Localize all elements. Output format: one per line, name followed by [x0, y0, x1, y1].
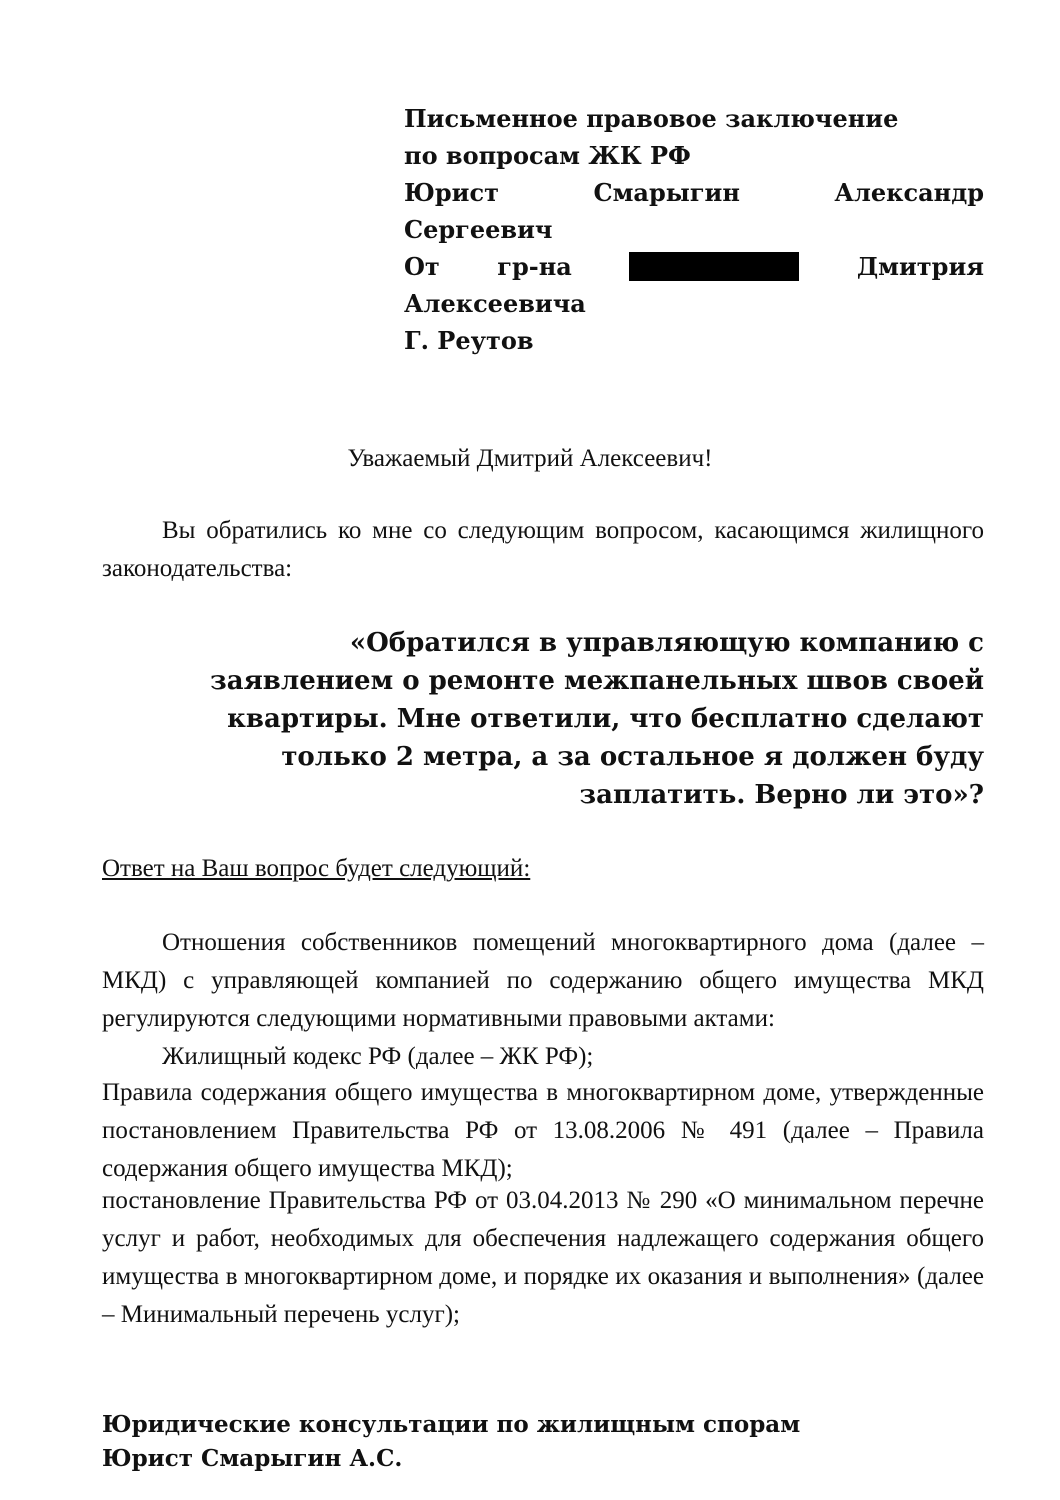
header-city-line	[404, 322, 984, 359]
act-item-housing-code: Жилищный кодекс РФ (далее – ЖК РФ);	[162, 1043, 594, 1070]
lawyer-surname: Смарыгин	[593, 178, 740, 207]
body-paragraph: Отношения собственников помещений многоквартирного дома (далее – МКД) с управляющей компанией по содержанию общего имущества МКД регулируются следующими нормативными правовыми актами:	[102, 929, 984, 1032]
redacted-surname-block	[629, 252, 799, 281]
quoted-question	[180, 624, 984, 814]
header-title-line-2	[404, 137, 984, 174]
header-from-line	[404, 248, 984, 285]
footer-signature	[102, 1408, 800, 1476]
header-lawyer-line	[404, 174, 984, 211]
act-item-maintenance-rules: Правила содержания общего имущества в многоквартирном доме, утвержденные постановлением Правительства РФ от 13.08.2006 № 491 (далее – Правила содержания общего имущества МКД);	[102, 1079, 984, 1182]
header-block	[404, 100, 984, 359]
citizen-word: гр-на	[497, 252, 572, 281]
client-city: Г. Реутов	[404, 326, 534, 355]
lawyer-title-word: Юрист	[404, 178, 499, 207]
footer-line-service: Юридические консультации по жилищным спорам	[102, 1411, 801, 1438]
greeting: Уважаемый Дмитрий Алексеевич!	[347, 445, 713, 472]
act-item-minimum-services: постановление Правительства РФ от 03.04.2013 № 290 «О минимальном перечне услуг и работ, необходимых для обеспечения надлежащего содержания общего имущества в многоквартирном доме, и порядке их оказания и выполнения» (далее – Минимальный перечень услуг);	[102, 1187, 984, 1328]
question-line: квартиры. Мне ответили, что бесплатно сделают	[227, 704, 984, 734]
lawyer-first-name: Александр	[834, 178, 984, 207]
lawyer-patronymic: Сергеевич	[404, 215, 553, 244]
header-title-part: по вопросам ЖК РФ	[404, 141, 691, 170]
header-title-line-1	[404, 100, 984, 137]
question-line: заплатить. Верно ли это»?	[579, 780, 984, 810]
question-line: «Обратился в управляющую компанию с	[349, 628, 984, 658]
intro-paragraph: Вы обратились ко мне со следующим вопросом, касающимся жилищного законодательства:	[102, 517, 984, 582]
question-line: только 2 метра, а за остальное я должен буду	[281, 742, 984, 772]
footer-line-lawyer: Юрист Смарыгин А.С.	[102, 1445, 403, 1472]
question-line: заявлением о ремонте межпанельных швов своей	[210, 666, 984, 696]
client-patronymic: Алексеевича	[404, 289, 586, 318]
header-lawyer-patronymic-line	[404, 211, 984, 248]
from-word: От	[404, 252, 440, 281]
answer-heading: Ответ на Ваш вопрос будет следующий:	[102, 855, 531, 882]
header-client-patronymic-line	[404, 285, 984, 322]
header-title-part: Письменное правовое заключение	[404, 104, 899, 133]
client-first-name: Дмитрия	[856, 252, 984, 281]
